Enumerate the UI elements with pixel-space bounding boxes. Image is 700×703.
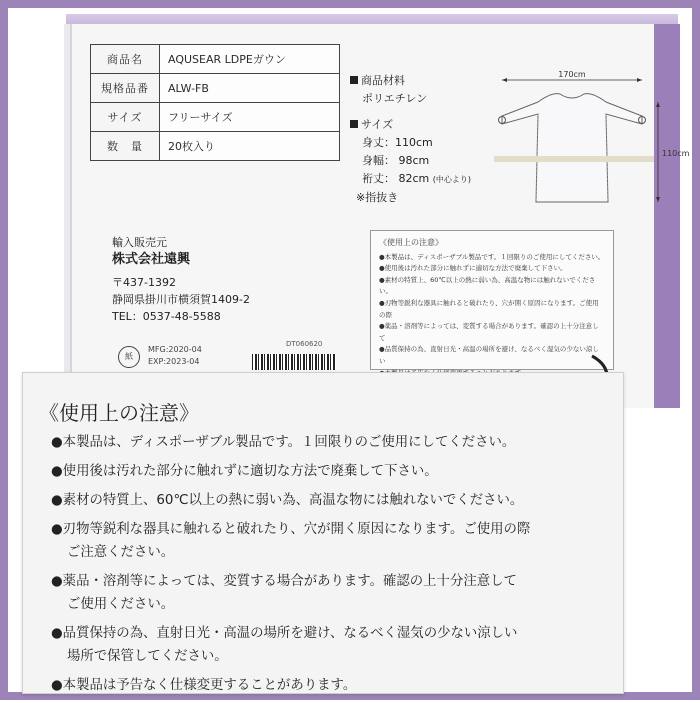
item-line: ご注意ください。 xyxy=(67,545,175,560)
seller-address: 静岡県掛川市横須賀1409-2 xyxy=(112,293,250,306)
size-sleeve: 裄丈： 82cm xyxy=(362,172,430,185)
gown-diagram xyxy=(482,70,690,222)
item-line: ●本製品は予告なく仕様変更することがあります。 xyxy=(51,678,357,693)
item-line: ご使用ください。 xyxy=(67,597,175,612)
table-row xyxy=(91,45,340,74)
item-line: ●品質保持の為、直射日光・高温の場所を避け、なるべく湿気の少ない涼しい xyxy=(51,626,518,641)
size-sleeve-note: (中心より) xyxy=(432,175,472,184)
spec-value: 20枚入り xyxy=(160,132,340,161)
table-row xyxy=(91,103,340,132)
table-row xyxy=(91,74,340,103)
spec-value: フリーサイズ xyxy=(160,103,340,132)
precautions-list xyxy=(51,431,611,703)
size-heading: サイズ xyxy=(361,118,394,131)
dt-code: DT060620 xyxy=(286,340,323,348)
spec-value: AQUSEAR LDPEガウン xyxy=(160,45,340,74)
material-value: ポリエチレン xyxy=(362,92,428,105)
item-line: ●薬品・溶剤等によっては、変質する場合があります。確認の上十分注意して xyxy=(51,574,517,589)
square-bullet-icon xyxy=(350,120,358,128)
list-item xyxy=(51,489,611,512)
mini-item: ●刃物等鋭利な器具に触れると破れたり、穴が開く原因になります。ご使用の際 xyxy=(379,298,599,319)
date-codes xyxy=(148,344,202,368)
width-label: 170cm xyxy=(558,70,586,79)
barcode xyxy=(252,354,336,370)
material-heading: 商品材料 xyxy=(361,74,405,87)
seller-info xyxy=(112,234,250,325)
seller-company: 株式会社遠興 xyxy=(112,252,191,267)
spec-key: 数 量 xyxy=(91,132,160,161)
mfg-date: MFG:2020-04 xyxy=(148,345,202,354)
mini-item: ●使用後は汚れた部分に触れずに適切な方法で廃棄して下さい。 xyxy=(379,264,567,273)
item-line: 場所で保管してください。 xyxy=(67,649,228,664)
table-row xyxy=(91,132,340,161)
spec-key: 商品名 xyxy=(91,45,160,74)
spec-table xyxy=(90,44,340,161)
precautions-title: 《使用上の注意》 xyxy=(39,401,199,425)
list-item xyxy=(51,431,611,454)
list-item xyxy=(51,570,611,616)
list-item xyxy=(51,460,611,483)
precautions-card xyxy=(22,372,624,694)
seller-label: 輸入販売元 xyxy=(112,236,167,249)
mini-title: 《使用上の注意》 xyxy=(379,238,443,247)
seller-postal: 〒437-1392 xyxy=(112,276,176,289)
item-line: ●使用後は汚れた部分に触れずに適切な方法で廃棄して下さい。 xyxy=(51,464,438,479)
precautions-mini xyxy=(370,230,614,370)
exp-date: EXP:2023-04 xyxy=(148,357,200,366)
list-item xyxy=(51,518,611,564)
list-item xyxy=(51,622,611,668)
mini-item: ●品質保持の為、直射日光・高温の場所を避け、なるべく湿気の少ない涼しい xyxy=(379,345,599,365)
spec-value: ALW-FB xyxy=(160,74,340,103)
mini-item: ●素材の特質上、60℃以上の熱に弱い為、高温な物には触れないでください。 xyxy=(379,275,596,296)
spec-key: サイズ xyxy=(91,103,160,132)
item-line: ●刃物等鋭利な器具に触れると破れたり、穴が開く原因になります。ご使用の際 xyxy=(51,522,531,537)
square-bullet-icon xyxy=(350,76,358,84)
height-label: 110cm xyxy=(662,149,690,158)
size-length: 身丈：110cm xyxy=(362,136,433,149)
item-line: ●素材の特質上、60℃以上の熱に弱い為、高温な物には触れないでください。 xyxy=(51,493,524,508)
size-thumb-note: ※指抜き xyxy=(356,191,399,204)
seller-tel: TEL：0537-48-5588 xyxy=(112,310,221,323)
list-item xyxy=(51,674,611,697)
spec-key: 規格品番 xyxy=(91,74,160,103)
size-width: 身幅： 98cm xyxy=(362,154,430,167)
photo-area xyxy=(8,8,692,692)
paper-recycle-icon: 紙 xyxy=(118,346,140,368)
material-size-info xyxy=(350,72,471,207)
mini-item: ●薬品・溶剤等によっては、変質する場合があります。確認の上十分注意して xyxy=(379,322,599,342)
item-line: ●本製品は、ディスポーザブル製品です。１回限りのご使用にしてください。 xyxy=(51,435,516,450)
mini-item: ●本製品は、ディスポーザブル製品です。１回限りのご使用にしてください。 xyxy=(379,252,605,261)
